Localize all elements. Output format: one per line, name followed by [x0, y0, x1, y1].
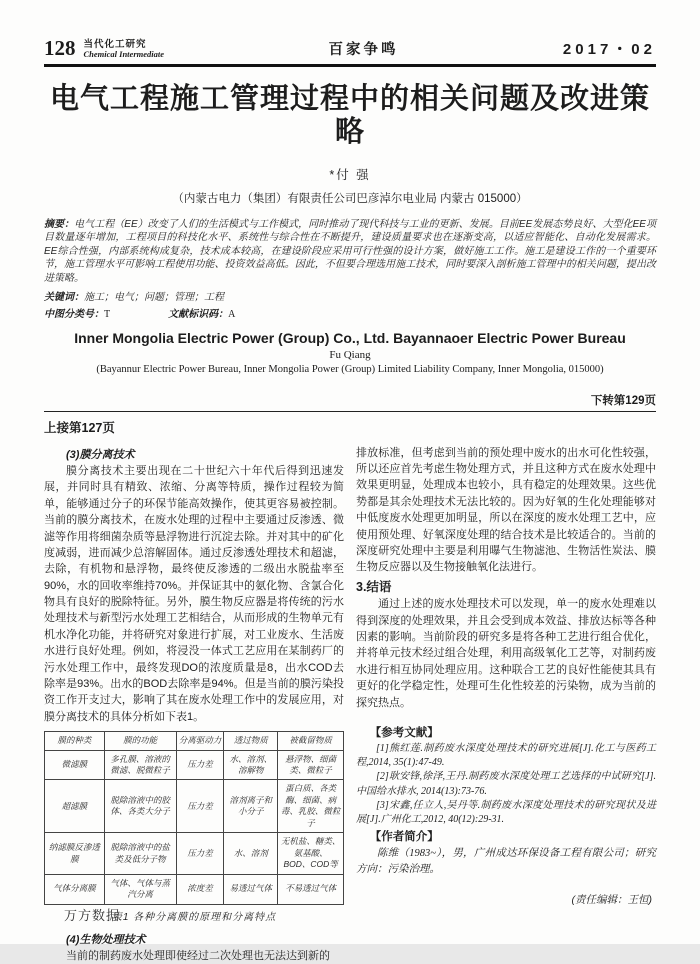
- table-cell: 水、溶剂、溶解物: [224, 750, 278, 780]
- author-affiliation: （内蒙古电力（集团）有限责任公司巴彦淖尔电业局 内蒙古 015000）: [172, 192, 528, 205]
- table-cell: 纳滤膜反渗透膜: [45, 833, 105, 874]
- continued-on-notice: 下转第129页: [590, 394, 656, 407]
- table-header-cell: 膜的功能: [104, 732, 176, 750]
- references-heading: 【参考文献】: [369, 726, 439, 739]
- table-cell: 溶剂离子和小分子: [224, 780, 278, 833]
- page-number: 128: [44, 36, 76, 60]
- table-row: [45, 833, 344, 874]
- abstract-text: 电气工程（EE）改变了人们的生活模式与工作模式，同时推动了现代科技与工业的更新、发展。目前EE发展态势良好、大型化EE项目数量逐年增加，工程项目的科技化水平、系统性与综合性在不断提升，建设质量要求也在逐渐变高，以适应智能化、自动化发展需求。EE综合性强，内部系统构成复杂，技术成本较高，在建设阶段应采用可行性强的设计方案，做好施工工作。施工是建设工作的一个重要环节，施工管理水平可影响工程使用功能、投资效益高低。因此，不但要合理选用施工技术，同时要深入剖析施工管理中的相关问题，提出改进策略。: [44, 218, 656, 285]
- table-cell: 多孔膜、溶液的微滤、脱微粒子: [104, 750, 176, 780]
- table-header-cell: 分离驱动力: [176, 732, 224, 750]
- table-cell: 气体、气体与蒸汽分离: [104, 874, 176, 904]
- table-header-cell: 透过物质: [224, 732, 278, 750]
- reference-item: [3]宋鑫,任立人,吴丹等.制药废水深度处理技术的研究现状及进展[J].广州化工,2012, 40(12):29-31.: [356, 799, 656, 825]
- journal-logo: [84, 40, 165, 59]
- english-author: Fu Qiang: [329, 348, 371, 361]
- table-cell: 气体分离膜: [45, 874, 105, 904]
- author-bio-text: 陈维（1983~），男，广州成达环保设备工程有限公司；研究方向：污染治理。: [356, 848, 656, 875]
- conclusion-paragraph: 通过上述的废水处理技术可以发现，单一的废水处理难以得到深度的处理效果，并且会受到成本效益、排放达标等各种因素的影响。当前阶段的研究多是将各种工艺进行组合优化，并将单元技术经过组合处理，利用高级氧化工艺等，对制药废水进行相互协同处理应用。这种联合工艺的良好性能使其具有更好的化学稳定性，处理可生化性较差的污染物，成为当前的探究热点。: [356, 598, 656, 709]
- author-bio-heading: 【作者简介】: [369, 831, 439, 844]
- table-cell: 微滤膜: [45, 750, 105, 780]
- abstract-label: 摘要：: [44, 218, 75, 230]
- issue-label: 2017・02: [562, 41, 656, 58]
- table-cell: 悬浮物、细菌类、微粒子: [278, 750, 344, 780]
- section3-heading: (3)膜分离技术: [66, 448, 135, 461]
- journal-name-cn: 当代化工研究: [83, 39, 147, 51]
- table-header-row: [45, 732, 344, 750]
- table-cell: 脱除溶液中的盐类及低分子物: [104, 833, 176, 874]
- membrane-table: [44, 731, 344, 905]
- article-body: [44, 445, 656, 964]
- continued-paragraph: 排放标准，但考虑到当前的预处理中废水的出水可化性较强，所以还应首先考虑生物处理方式，并且这种方式在废水处理中效果更明显，处理成本也较小，具有稳定的处理效果。这些优势都是其余处理技术无法比较的。因为好氧的生化处理能够对中低度废水处理更加明显，所以在深度的废水处理工艺中，应使用预处理、好氧深度处理的结合技术是比较适合的。当前的深度研究处理中主要是利用曝气生物滤池、生物活性炭法、膜生物反应器以及生物接触氧化法进行。: [356, 446, 656, 574]
- abstract: [44, 218, 656, 286]
- classification-line: [44, 305, 656, 320]
- header-rule: [44, 64, 656, 67]
- table-cell: 压力差: [176, 780, 224, 833]
- editor-note: (责任编辑：王恒): [571, 893, 652, 906]
- author-name: *付 强: [329, 167, 371, 182]
- section4-paragraph: 当前的制药废水处理即使经过二次处理也无法达到新的: [66, 949, 330, 962]
- table-header-cell: 被截留物质: [278, 732, 344, 750]
- table-caption: 表1 各种分离膜的原理和分离特点: [111, 911, 277, 923]
- doc-code-label: 文献标识码：: [168, 308, 229, 320]
- table-cell: 无机盐、糖类、氨基酸、BOD、COD等: [278, 833, 344, 874]
- clc-value: T: [104, 308, 111, 320]
- keywords-label: 关键词：: [44, 291, 84, 303]
- table-cell: 水、溶剂: [224, 833, 278, 874]
- reference-item: [2]耿安锋,徐泽,王丹.制药废水深度处理工艺选择的中试研究[J].中国给水排水, 2014(13):73-76.: [356, 771, 656, 797]
- keywords-text: 施工；电气；问题；管理；工程: [84, 291, 224, 303]
- table-row: [45, 874, 344, 904]
- membrane-table-body: [45, 750, 344, 904]
- reference-item: [1]熊红莲.制药废水深度处理技术的研究进展[J].化工与医药工程,2014, 35(1):47-49.: [356, 743, 656, 769]
- right-column: [356, 445, 656, 964]
- doc-code-value: A: [228, 308, 236, 320]
- english-affiliation: (Bayannur Electric Power Bureau, Inner Mongolia Power (Group) Limited Liability Company, Inner Mongolia, 015000): [96, 363, 604, 375]
- table-cell: 浓度差: [176, 874, 224, 904]
- table-cell: 易透过气体: [224, 874, 278, 904]
- page-header: [44, 38, 656, 64]
- left-column: [44, 445, 344, 964]
- article-title: 电气工程施工管理过程中的相关问题及改进策略: [49, 83, 650, 149]
- table-cell: 脱除溶液中的胶体、各类大分子: [104, 780, 176, 833]
- section3-paragraph: 膜分离技术主要出现在二十世纪六十年代后得到迅速发展，并同时具有精致、浓缩、分离等特质，操作过程较为简单，能够通过分子的环保节能高效操作，使其更容易被控制。当前的膜分离技术，在废水处理的过程中主要通过反渗透、微滤等作用将细菌杂质等悬浮物进行沉淀去除。并对其中的矿化度减弱，进而减少总溶解固体。通过反渗透处理技术和超滤，去除，有机物和悬浮物，最终使反渗透的二级出水脱盐率至90%，水的回收率维持70%。并保证其中的氨化物、含氯合化物具有良好的脱除特征。另外，膜生物反应器是将传统的污水处理技术与新型污水处理工艺相结合，从而形成的生物单元有机水净化功能，并将研究对象进行扩展，对工业废水、生活废水进行良好处理。例如，将浸没一体式工艺应用在某制药厂的污水处理工作中，最终发现DO的浓度质量是8，出水COD去除率是93%。出水的BOD去除率是94%。但是当前的膜污染投资工作开支过大，影响了其在废水处理工作中的发展应用，对膜分离技术的具体分析如下表1。: [44, 465, 344, 723]
- section-divider-rule: [44, 411, 656, 412]
- section4-heading: (4)生物处理技术: [66, 933, 146, 946]
- journal-name-en: Chemical Intermediate: [83, 49, 165, 60]
- column-title: 百家争鸣: [328, 42, 399, 58]
- journal-brand: [44, 38, 164, 59]
- keywords-line: [44, 288, 656, 303]
- table-header-cell: 膜的种类: [45, 732, 105, 750]
- table-cell: 不易透过气体: [278, 874, 344, 904]
- table-row: [45, 780, 344, 833]
- english-title: Inner Mongolia Electric Power (Group) Co., Ltd. Bayannaoer Electric Power Bureau: [74, 329, 626, 346]
- conclusion-heading: 3.结语: [356, 579, 392, 594]
- table-row: [45, 750, 344, 780]
- continued-from-notice: 上接第127页: [44, 420, 115, 435]
- table-cell: 超滤膜: [45, 780, 105, 833]
- table-cell: 压力差: [176, 833, 224, 874]
- clc-label: 中图分类号：: [44, 308, 104, 320]
- table-cell: 压力差: [176, 750, 224, 780]
- table-cell: 蛋白质、各类酶、细菌、病毒、乳胶、微粒子: [278, 780, 344, 833]
- wanfang-watermark: 万方数据: [64, 908, 121, 923]
